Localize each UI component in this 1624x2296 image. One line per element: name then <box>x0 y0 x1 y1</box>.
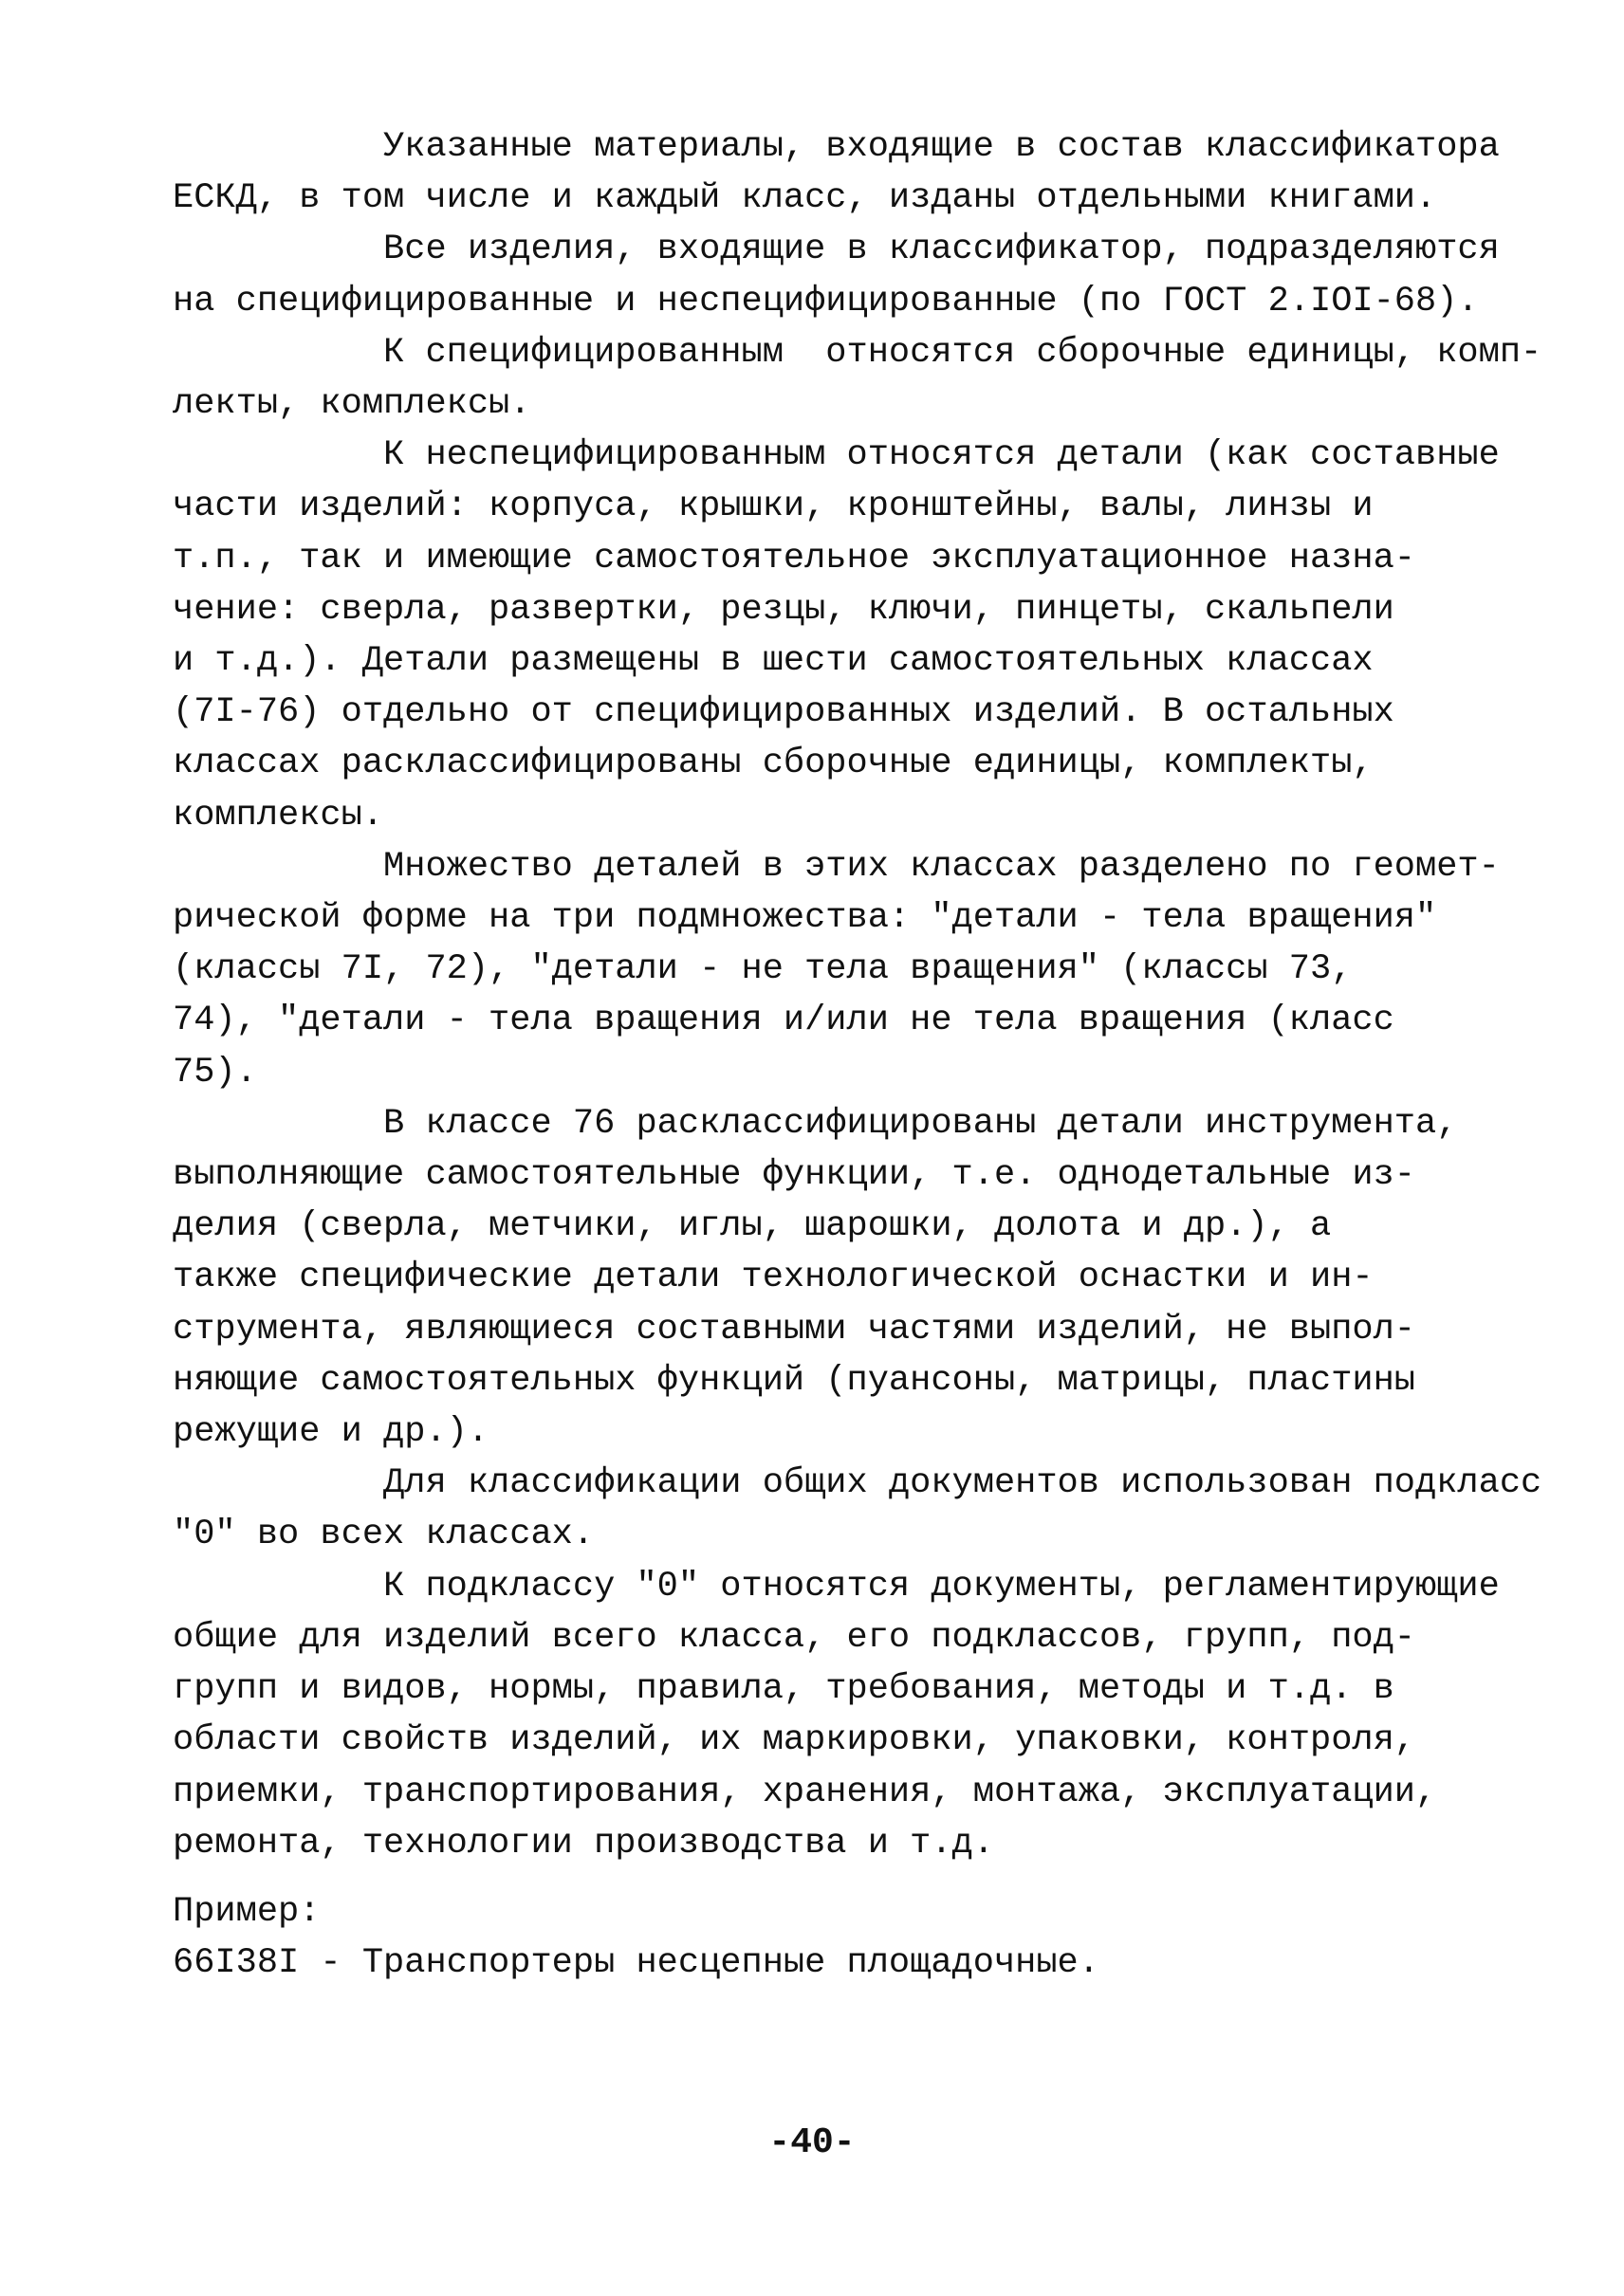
text-line: и т.д.). Детали размещены в шести самостоятельных классах <box>173 641 1374 682</box>
example-label: Пример: <box>173 1891 321 1932</box>
example-block <box>173 1886 1463 1989</box>
text-line: общие для изделий всего класса, его подклассов, групп, под- <box>173 1617 1416 1658</box>
paragraph-specified <box>173 327 1542 430</box>
text-line: комплексы. <box>173 795 384 836</box>
text-line: В классе 76 расклассифицированы детали инструмента, <box>173 1103 1458 1144</box>
paragraph-class-76 <box>173 1098 1463 1458</box>
paragraph-geometric-form <box>173 841 1500 1098</box>
text-line: Для классификации общих документов использован подкласс <box>173 1463 1542 1504</box>
text-line: части изделий: корпуса, крышки, кронштейны, валы, линзы и <box>173 487 1374 527</box>
text-line: делия (сверла, метчики, иглы, шарошки, долота и др.), а <box>173 1206 1332 1247</box>
text-line: на специфицированные и неспецифицированные (по ГОСТ 2.IOI-68). <box>173 281 1479 321</box>
text-line: Множество деталей в этих классах разделено по геомет- <box>173 846 1500 887</box>
text-line: рической форме на три подмножества: "детали - тела вращения" <box>173 898 1437 939</box>
paragraph-general-documents <box>173 1458 1542 1560</box>
body-text <box>173 121 1542 1989</box>
text-line: выполняющие самостоятельные функции, т.е. однодетальные из- <box>173 1155 1416 1196</box>
text-line: ЕСКД, в том числе и каждый класс, изданы отдельными книгами. <box>173 178 1437 219</box>
text-line: 74), "детали - тела вращения и/или не тела вращения (класс <box>173 1001 1394 1041</box>
text-line: групп и видов, нормы, правила, требования, методы и т.д. в <box>173 1669 1394 1710</box>
paragraph-materials <box>173 121 1500 224</box>
text-line: режущие и др.). <box>173 1412 489 1453</box>
text-line: лекты, комплексы. <box>173 384 531 425</box>
paragraph-subclass-0 <box>173 1561 1500 1869</box>
text-line: т.п., так и имеющие самостоятельное эксплуатационное назна- <box>173 538 1416 579</box>
text-line: К специфицированным относятся сборочные единицы, комп- <box>173 332 1542 373</box>
text-line: (классы 7I, 72), "детали - не тела вращения" (классы 73, <box>173 949 1353 990</box>
text-line: (7I-76) отдельно от специфицированных изделий. В остальных <box>173 692 1394 733</box>
text-line: Указанные материалы, входящие в состав классификатора <box>173 127 1500 167</box>
text-line: чение: сверла, развертки, резцы, ключи, пинцеты, скальпели <box>173 589 1394 630</box>
text-line: приемки, транспортирования, хранения, монтажа, эксплуатации, <box>173 1772 1437 1812</box>
page-number: -40- <box>768 2122 856 2163</box>
example-text: 66I38I - Транспортеры несцепные площадочные. <box>173 1943 1099 1984</box>
text-line: няющие самостоятельных функций (пуансоны, матрицы, пластины <box>173 1360 1416 1401</box>
text-line: области свойств изделий, их маркировки, упаковки, контроля, <box>173 1720 1416 1761</box>
text-line: также специфические детали технологической оснастки и ин- <box>173 1258 1374 1298</box>
text-line: "0" во всех классах. <box>173 1515 595 1555</box>
text-line: классах расклассифицированы сборочные единицы, комплекты, <box>173 744 1374 784</box>
paragraph-all-products <box>173 224 1500 326</box>
text-line: ремонта, технологии производства и т.д. <box>173 1823 994 1864</box>
text-line: К подклассу "0" относятся документы, регламентирующие <box>173 1566 1500 1607</box>
paragraph-unspecified <box>173 430 1500 841</box>
text-line: струмента, являющиеся составными частями изделий, не выпол- <box>173 1309 1416 1350</box>
text-line: 75). <box>173 1052 257 1093</box>
text-line: Все изделия, входящие в классификатор, подразделяются <box>173 230 1500 270</box>
text-line: К неспецифицированным относятся детали (как составные <box>173 435 1500 476</box>
